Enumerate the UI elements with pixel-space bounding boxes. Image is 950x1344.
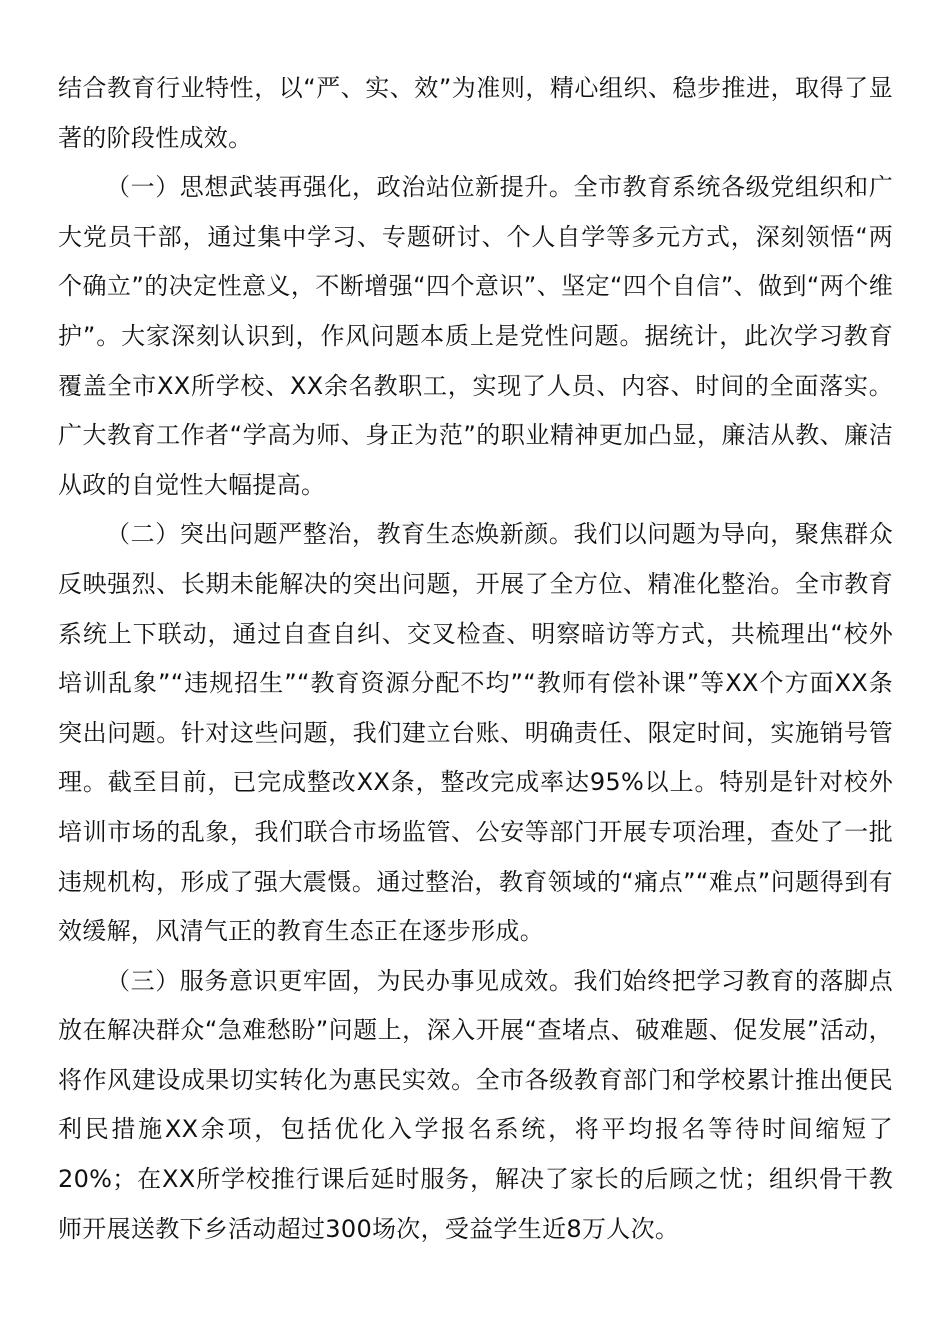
document-body bbox=[58, 64, 893, 1254]
paragraph-section-one: （一）思想武装再强化，政治站位新提升。全市教育系统各级党组织和广大党员干部，通过集中学习、专题研讨、个人自学等多元方式，深刻领悟“两个确立”的决定性意义，不断增强“四个意识”、坚定“四个自信”、做到“两个维护”。大家深刻认识到，作风问题本质上是党性问题。据统计，此次学习教育覆盖全市XX所学校、XX余名教职工，实现了人员、内容、时间的全面落实。广大教育工作者“学高为师、身正为范”的职业精神更加凸显，廉洁从教、廉洁从政的自觉性大幅提高。 bbox=[58, 173, 893, 499]
paragraph-section-three: （三）服务意识更牢固，为民办事见成效。我们始终把学习教育的落脚点放在解决群众“急难愁盼”问题上，深入开展“查堵点、破难题、促发展”活动，将作风建设成果切实转化为惠民实效。全市各级教育部门和学校累计推出便民利民措施XX余项，包括优化入学报名系统，将平均报名等待时间缩短了20%；在XX所学校推行课后延时服务，解决了家长的后顾之忧；组织骨干教师开展送教下乡活动超过300场次，受益学生近8万人次。 bbox=[58, 966, 893, 1243]
paragraph-continuation: 结合教育行业特性，以“严、实、效”为准则，精心组织、稳步推进，取得了显著的阶段性成效。 bbox=[58, 74, 893, 152]
paragraph-section-two: （二）突出问题严整治，教育生态焕新颜。我们以问题为导向，聚焦群众反映强烈、长期未能解决的突出问题，开展了全方位、精准化整治。全市教育系统上下联动，通过自查自纠、交叉检查、明察暗访等方式，共梳理出“校外培训乱象”“违规招生”“教育资源分配不均”“教师有偿补课”等XX个方面XX条突出问题。针对这些问题，我们建立台账、明确责任、限定时间，实施销号管理。截至目前，已完成整改XX条，整改完成率达95%以上。特别是针对校外培训市场的乱象，我们联合市场监管、公安等部门开展专项治理，查处了一批违规机构，形成了强大震慑。通过整治，教育领域的“痛点”“难点”问题得到有效缓解，风清气正的教育生态正在逐步形成。 bbox=[58, 520, 893, 946]
